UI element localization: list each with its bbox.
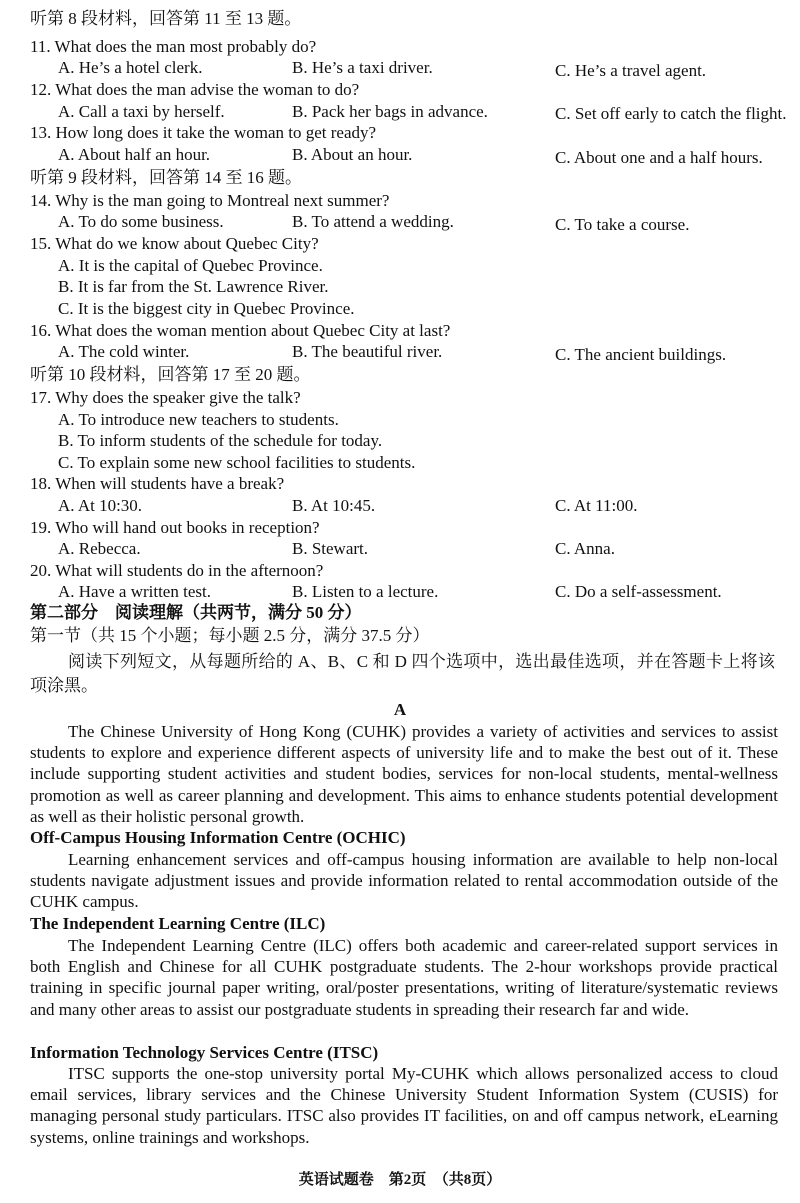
question-17-stem: 17. Why does the speaker give the talk? [30,388,301,407]
question-14-stem: 14. Why is the man going to Montreal next summer? [30,191,390,210]
question-13-option-b: B. About an hour. [292,145,413,164]
question-17-option-a: A. To introduce new teachers to students. [58,410,339,429]
question-11-option-c: C. He’s a travel agent. [555,61,707,80]
passage-letter: A [393,700,407,719]
question-19-stem: 19. Who will hand out books in reception? [30,518,320,537]
question-16-stem: 16. What does the woman mention about Quebec City at last? [30,321,451,340]
question-12-option-b: B. Pack her bags in advance. [292,102,488,121]
section-heading-8: 听第 8 段材料，回答第 11 至 13 题。 [30,9,302,28]
ochic-paragraph: Learning enhancement services and off-campus housing information are available to help non-local students navigate adjustment issues and provide information related to rental accommodation outside of the CUHK campus. [30,850,778,912]
ochic-heading: Off-Campus Housing Information Centre (OCHIC) [30,828,406,847]
ilc-paragraph: The Independent Learning Centre (ILC) offers both academic and career-related support services in both English and Chinese for all CUHK postgraduate students. The 2-hour workshops provide practical training in specific journal paper writing, oral/poster presentations, writing of literature/systematic reviews and many other areas to assist our postgraduate students in spreading their research far and wide. [30,936,778,1019]
page-footer: 英语试题卷 第2页 （共8页） [298,1172,502,1188]
question-18-option-a: A. At 10:30. [58,496,143,515]
part2-title: 第二部分 阅读理解（共两节，满分 50 分） [30,603,362,622]
itsc-heading: Information Technology Services Centre (ITSC) [30,1043,379,1062]
question-13-stem: 13. How long does it take the woman to get ready? [30,123,377,142]
question-15-option-b: B. It is far from the St. Lawrence River. [58,277,329,296]
question-18-option-c: C. At 11:00. [555,496,638,515]
question-18-stem: 18. When will students have a break? [30,474,285,493]
question-12-option-a: A. Call a taxi by herself. [58,102,225,121]
question-14-option-a: A. To do some business. [58,212,224,231]
question-20-option-a: A. Have a written test. [58,582,211,601]
question-19-option-a: A. Rebecca. [58,539,141,558]
question-17-option-c: C. To explain some new school facilities to students. [58,453,416,472]
question-11-option-a: A. He’s a hotel clerk. [58,58,203,77]
question-15-stem: 15. What do we know about Quebec City? [30,234,319,253]
question-19-option-c: C. Anna. [555,539,615,558]
question-13-option-a: A. About half an hour. [58,145,211,164]
itsc-paragraph: ITSC supports the one-stop university portal My-CUHK which allows personalized access to cloud email services, library services and the Chinese University Student Information System (CUSIS) for managing personal study particulars. ITSC also provides IT facilities, on and off campus network, eLearning systems, online trainings and workshops. [30,1064,778,1147]
question-19-option-b: B. Stewart. [292,539,369,558]
section-heading-9: 听第 9 段材料，回答第 14 至 16 题。 [30,168,302,187]
part2-instruction: 阅读下列短文，从每题所给的 A、B、C 和 D 四个选项中，选出最佳选项，并在答题卡上将该项涂黑。 [30,652,775,695]
question-11-option-b: B. He’s a taxi driver. [292,58,433,77]
section-heading-10: 听第 10 段材料，回答第 17 至 20 题。 [30,365,311,384]
question-14-option-b: B. To attend a wedding. [292,212,454,231]
part2-section1-title: 第一节（共 15 个小题；每小题 2.5 分，满分 37.5 分） [30,626,430,645]
question-13-option-c: C. About one and a half hours. [555,148,763,167]
question-20-option-b: B. Listen to a lecture. [292,582,439,601]
question-16-option-c: C. The ancient buildings. [555,345,727,364]
question-20-stem: 20. What will students do in the afternoon? [30,561,324,580]
question-16-option-a: A. The cold winter. [58,342,190,361]
question-18-option-b: B. At 10:45. [292,496,376,515]
question-15-option-c: C. It is the biggest city in Quebec Province. [58,299,355,318]
question-14-option-c: C. To take a course. [555,215,690,234]
question-12-option-c: C. Set off early to catch the flight. [555,104,787,123]
question-11-stem: 11. What does the man most probably do? [30,37,317,56]
question-16-option-b: B. The beautiful river. [292,342,443,361]
ilc-heading: The Independent Learning Centre (ILC) [30,914,326,933]
question-12-stem: 12. What does the man advise the woman to do? [30,80,360,99]
passage-intro: The Chinese University of Hong Kong (CUHK) provides a variety of activities and services to assist students to explore and experience different aspects of university life and to make the best out of it. These include supporting student activities and student bodies, services for non-local students, mental-wellness promotion as well as career planning and development. This aims to enhance students potential development as well as their holistic personal growth. [30,722,778,826]
question-17-option-b: B. To inform students of the schedule for today. [58,431,383,450]
question-15-option-a: A. It is the capital of Quebec Province. [58,256,323,275]
question-20-option-c: C. Do a self-assessment. [555,582,722,601]
